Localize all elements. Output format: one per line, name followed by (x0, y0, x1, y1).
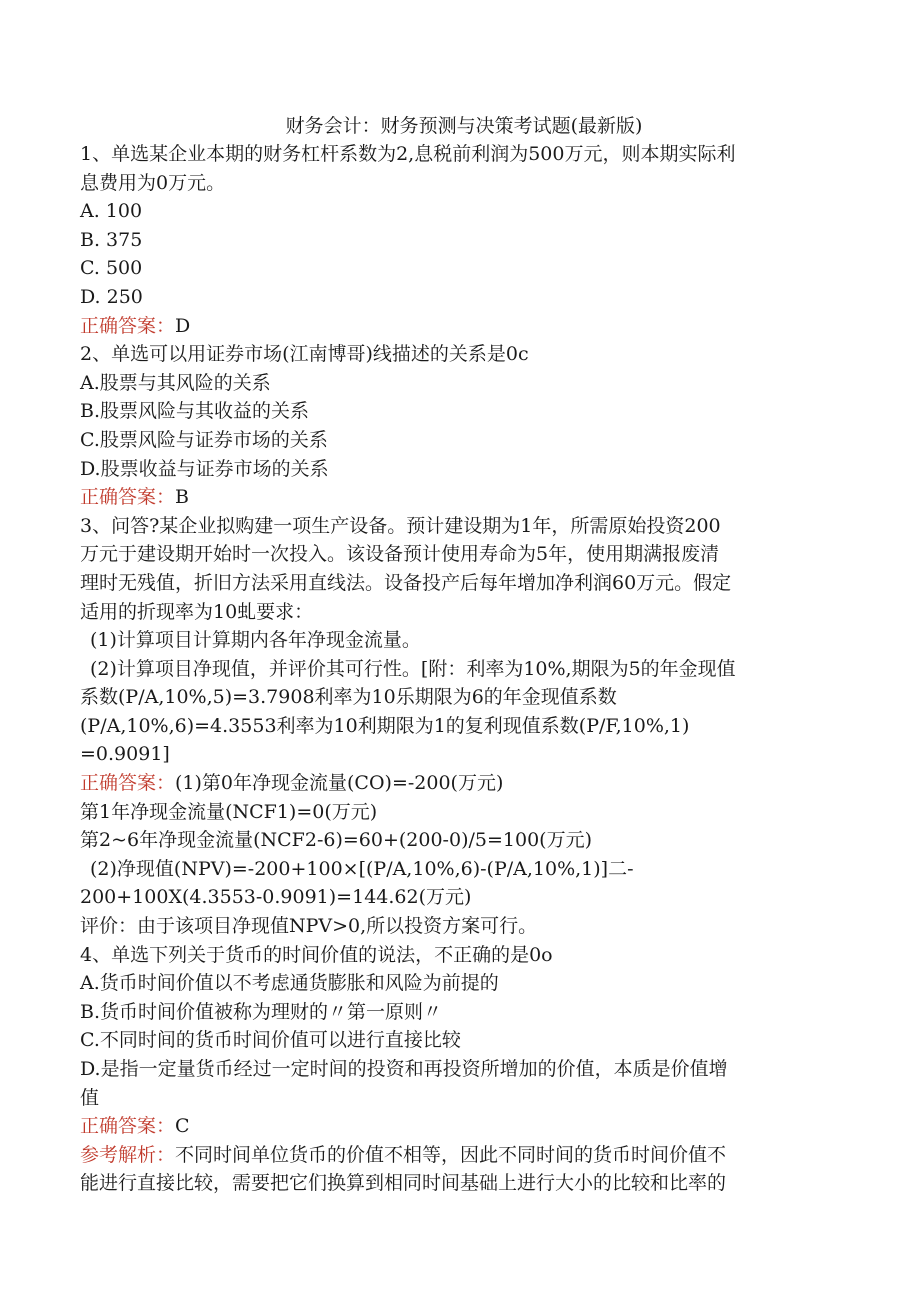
q3-answer-evaluation: 评价：由于该项目净现值NPV>0,所以投资方案可行。 (80, 915, 538, 938)
q3-cont-line-3: =0.9091] (80, 743, 170, 766)
q4-option-b: B.货币时间价值被称为理财的〃第一原则〃 (80, 1000, 443, 1023)
q1-answer-value: D (175, 314, 191, 337)
q1-option-d: D. 250 (80, 285, 143, 308)
q4-option-c: C.不同时间的货币时间价值可以进行直接比较 (80, 1029, 461, 1052)
q4-analysis-label: 参考解析： (80, 1143, 176, 1166)
page-title: 财务会计：财务预测与决策考试题(最新版) (285, 115, 643, 137)
q3-sub-item-2: (2)计算项目净现值，并评价其可行性。[附：利率为10%,期限为5的年金现值 (90, 657, 736, 680)
q4-option-d-line-2: 值 (80, 1086, 100, 1109)
q2-option-a: A.股票与其风险的关系 (80, 371, 271, 394)
q3-answer-line-2: 第1年净现金流量(NCF1)=0(万元) (80, 800, 378, 823)
q3-stem-line-3: 理时无残值，折旧方法采用直线法。设备投产后每年增加净利润60万元。假定 (80, 571, 732, 594)
q1-option-c: C. 500 (80, 257, 143, 280)
q3-answer-line-3: 第2~6年净现金流量(NCF2-6)=60+(200-0)/5=100(万元) (80, 829, 592, 852)
q2-answer (80, 483, 828, 512)
q3-sub-item-1: (1)计算项目计算期内各年净现金流量。 (90, 629, 421, 652)
q3-answer-label: 正确答案： (80, 772, 176, 795)
q4-analysis-line-2: 能进行直接比较，需要把它们换算到相同时间基础上进行大小的比较和比率的 (80, 1172, 727, 1195)
q3-answer-first: (1)第0年净现金流量(CO)=-200(万元) (175, 772, 504, 795)
q1-answer (80, 312, 828, 341)
q3-cont-line-1: 系数(P/A,10%,5)=3.7908利率为10乐期限为6的年金现值系数 (80, 686, 617, 709)
q1-option-b: B. 375 (80, 228, 143, 251)
q4-stem: 4、单选下列关于货币的时间价值的说法，不正确的是0o (80, 943, 553, 966)
q4-option-a: A.货币时间价值以不考虑通货膨胀和风险为前提的 (80, 972, 499, 995)
q3-stem-line-4: 适用的折现率为10虬要求： (80, 600, 314, 623)
q3-answer-npv: (2)净现值(NPV)=-200+100×[(P/A,10%,6)-(P/A,10%,1)]二- (90, 857, 634, 880)
q3-stem-line-2: 万元于建设期开始时一次投入。该设备预计使用寿命为5年，使用期满报废清 (80, 543, 720, 566)
q3-cont-line-2: (P/A,10%,6)=4.3553利率为10利期限为1的复利现值系数(P/F,10%,1) (80, 714, 690, 737)
q4-answer (80, 1112, 828, 1141)
q2-answer-label: 正确答案： (80, 486, 176, 509)
q1-answer-label: 正确答案： (80, 314, 176, 337)
q1-option-a: A. 100 (80, 200, 143, 223)
q2-answer-value: B (175, 486, 189, 509)
q3-answer-npv-result: 200+100X(4.3553-0.9091)=144.62(万元) (80, 886, 472, 909)
q3-stem-line-1: 3、问答?某企业拟购建一项生产设备。预计建设期为1年，所需原始投资200 (80, 514, 721, 537)
q4-answer-label: 正确答案： (80, 1115, 176, 1138)
q4-analysis (80, 1141, 828, 1170)
q1-stem-line-2: 息费用为0万元。 (80, 171, 226, 194)
q2-stem: 2、单选可以用证券市场(江南博哥)线描述的关系是0c (80, 343, 529, 366)
q1-stem-line-1: 1、单选某企业本期的财务杠杆系数为2,息税前利润为500万元，则本期实际利 (80, 143, 736, 165)
q4-answer-value: C (175, 1115, 190, 1138)
q2-option-c: C.股票风险与证券市场的关系 (80, 428, 328, 451)
q2-option-b: B.股票风险与其收益的关系 (80, 400, 310, 423)
q4-analysis-line-1: 不同时间单位货币的价值不相等，因此不同时间的货币时间价值不 (175, 1143, 727, 1166)
q4-option-d-line-1: D.是指一定量货币经过一定时间的投资和再投资所增加的价值，本质是价值增 (80, 1058, 728, 1080)
q2-option-d: D.股票收益与证券市场的关系 (80, 457, 329, 480)
q3-answer (80, 769, 828, 798)
